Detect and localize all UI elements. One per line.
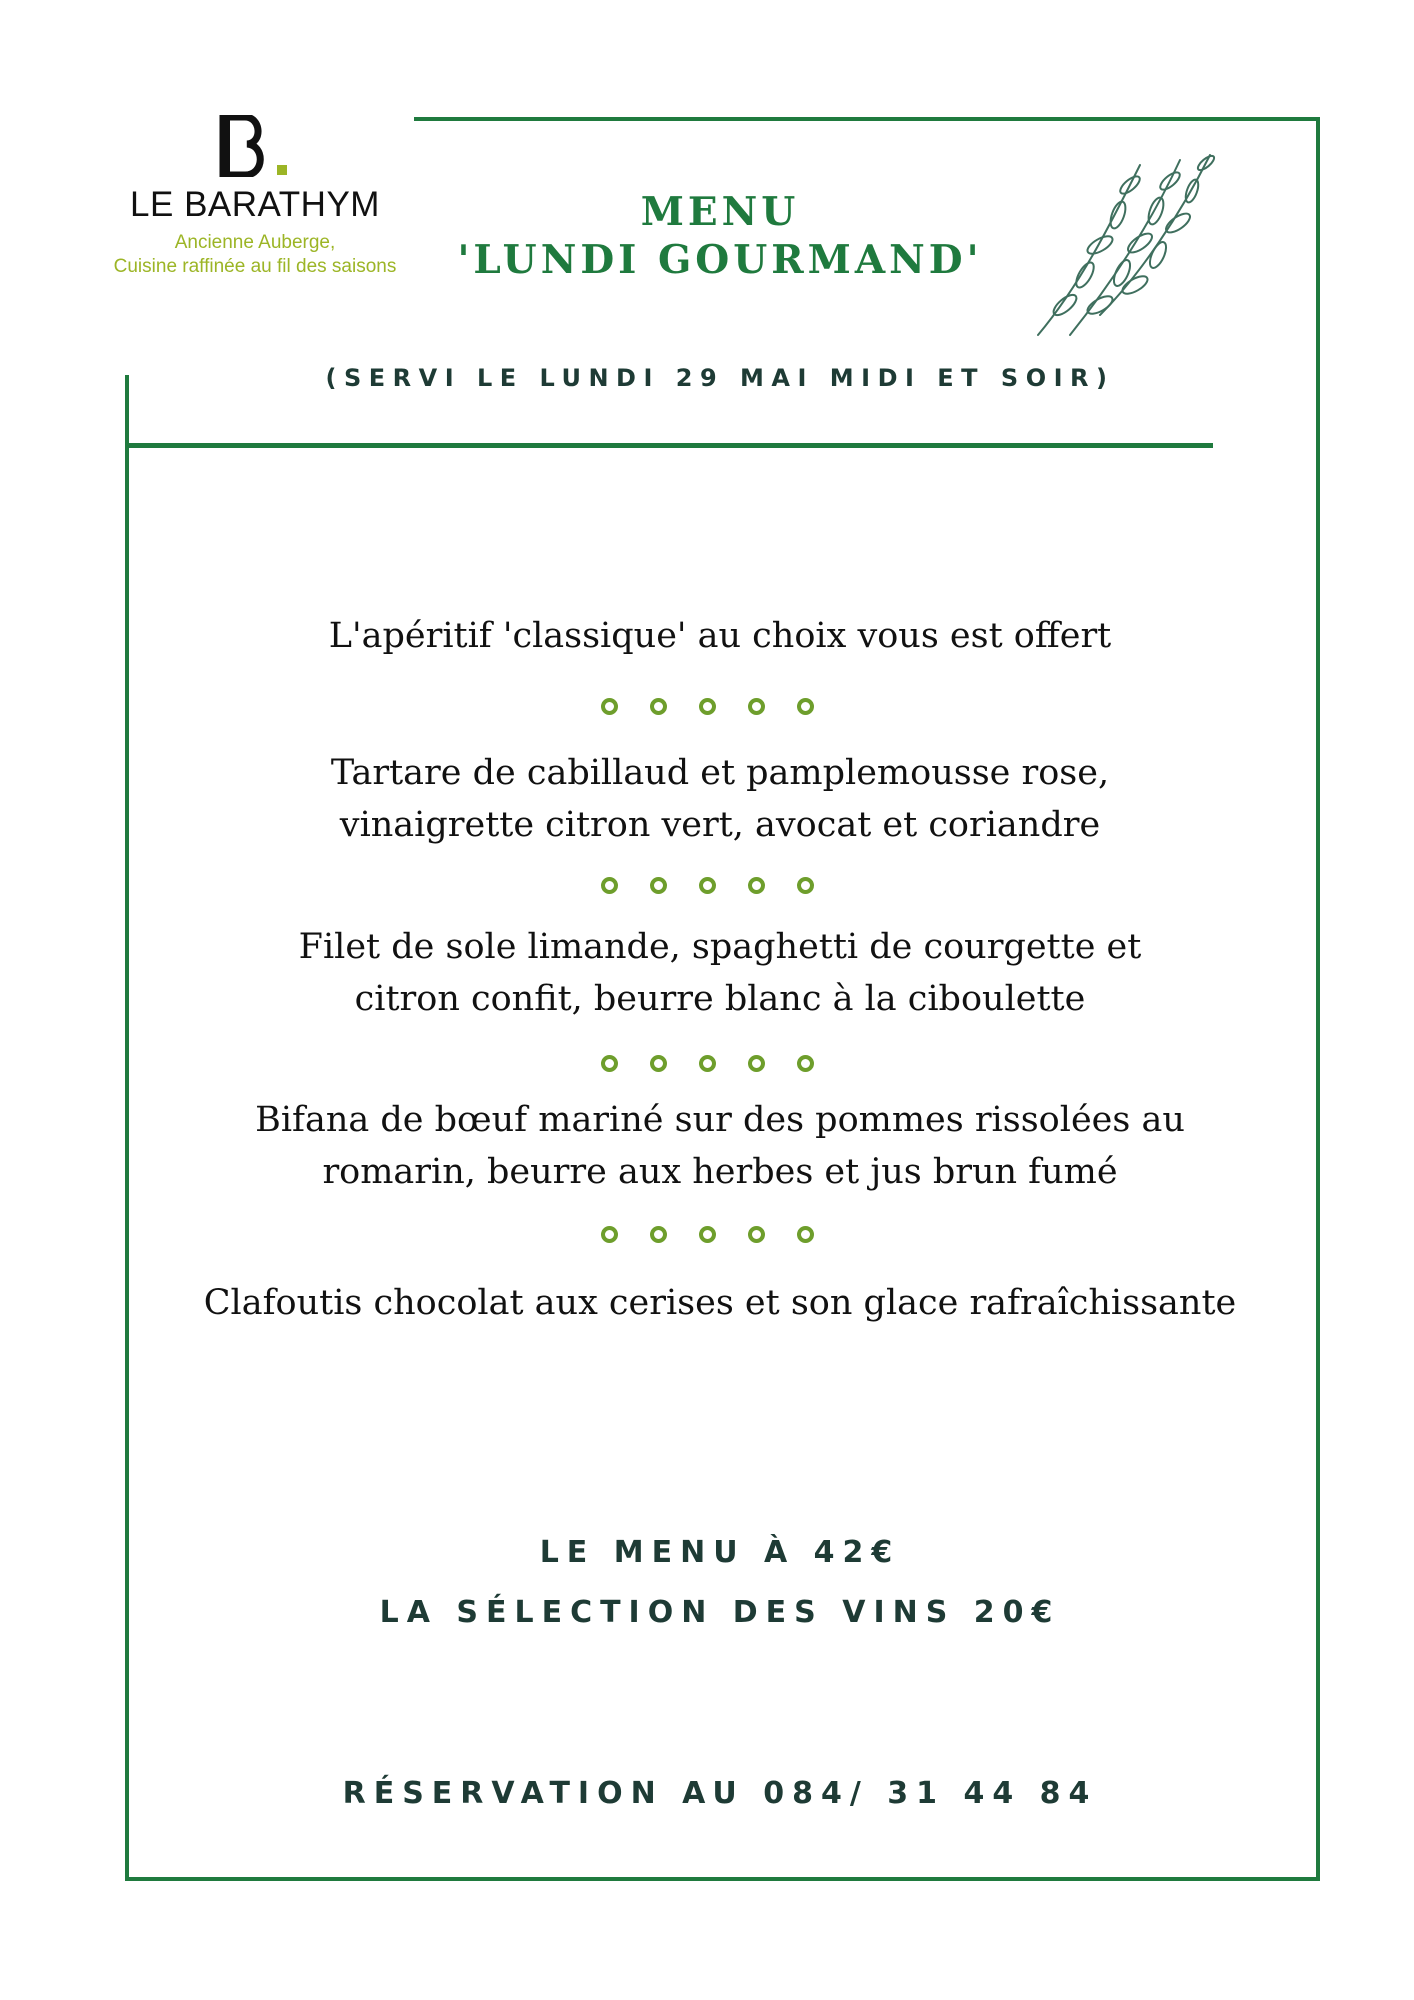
course-line: Clafoutis chocolat aux cerises et son glace rafraîchissante [203,1283,1237,1323]
brand-tagline-2: Cuisine raffinée au fil des saisons [113,256,397,277]
frame-top-line [414,117,1320,121]
brand-tagline-1: Ancienne Auberge, [174,232,336,253]
course-starter [130,747,1310,851]
separator-dots [0,1053,1414,1073]
frame-left-line [125,375,129,1881]
course-aperitif [130,610,1310,662]
course-line: L'apéritif 'classique' au choix vous est offert [328,616,1112,656]
course-line: romarin, beurre aux herbes et jus brun fumé [322,1152,1118,1192]
b-letter-logo-icon [215,115,295,177]
reservation-phone: RÉSERVATION AU 084/ 31 44 84 [342,1776,1098,1811]
brand-name: LE BARATHYM [130,185,380,224]
course-line: citron confit, beurre blanc à la ciboulette [354,979,1086,1019]
separator-dots [0,1224,1414,1244]
course-line: Tartare de cabillaud et pamplemousse rose, [330,753,1110,793]
frame-bottom-line [125,1877,1320,1881]
course-fish [130,921,1310,1025]
course-line: vinaigrette citron vert, avocat et coriandre [339,805,1101,845]
separator-dots [0,696,1414,716]
course-meat [130,1094,1310,1198]
menu-price: LE MENU À 42€ [539,1535,901,1570]
served-date: (SERVI LE LUNDI 29 MAI MIDI ET SOIR) [325,364,1115,392]
menu-title [440,188,1000,284]
course-dessert [130,1277,1310,1329]
wine-price: LA SÉLECTION DES VINS 20€ [379,1595,1061,1630]
menu-title-line-1: MENU [640,189,800,235]
separator-dots [0,875,1414,895]
course-line: Filet de sole limande, spaghetti de courgette et [298,927,1142,967]
menu-title-line-2: 'LUNDI GOURMAND' [457,237,983,283]
frame-right-line [1316,117,1320,1881]
brand-logo [90,115,420,279]
thyme-sprig-illustration-icon [1030,145,1230,345]
course-line: Bifana de bœuf mariné sur des pommes rissolées au [255,1100,1185,1140]
header-divider [125,443,1213,448]
